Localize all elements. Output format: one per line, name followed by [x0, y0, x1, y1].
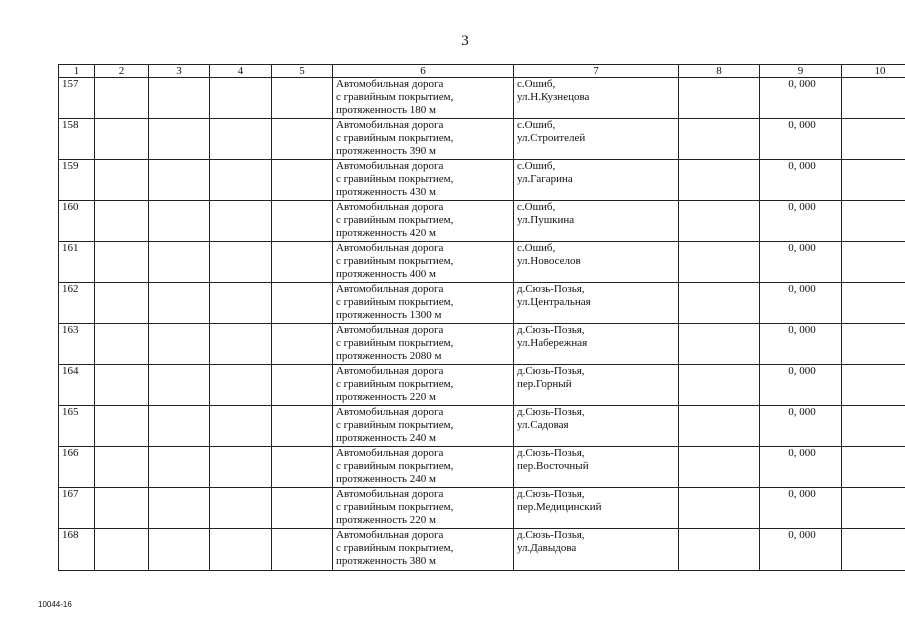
value-cell: 0, 000	[760, 365, 842, 406]
road-description-line: с гравийным покрытием,	[336, 255, 454, 267]
road-location-line: д.Сюзь-Позья,	[517, 447, 585, 459]
column-header-7: 7	[514, 65, 679, 78]
empty-cell	[95, 406, 149, 447]
empty-cell	[95, 447, 149, 488]
column-header-9: 9	[760, 65, 842, 78]
road-description-line: с гравийным покрытием,	[336, 337, 454, 349]
road-description-line: протяженность 1300 м	[336, 309, 442, 321]
empty-cell	[149, 119, 210, 160]
empty-cell	[210, 406, 272, 447]
road-description-line: Автомобильная дорога	[336, 488, 444, 500]
empty-cell	[842, 324, 905, 365]
column-header-3: 3	[149, 65, 210, 78]
road-description-cell	[333, 160, 514, 201]
table-row	[59, 283, 905, 324]
empty-cell	[842, 488, 905, 529]
empty-cell	[210, 529, 272, 571]
row-number-cell: 165	[59, 406, 95, 447]
road-location-cell	[514, 283, 679, 324]
empty-cell	[679, 529, 760, 571]
empty-cell	[679, 365, 760, 406]
empty-cell	[95, 283, 149, 324]
empty-cell	[95, 78, 149, 119]
road-location-line: ул.Пушкина	[517, 214, 575, 226]
column-header-8: 8	[679, 65, 760, 78]
row-number-cell: 168	[59, 529, 95, 571]
row-number-cell: 163	[59, 324, 95, 365]
empty-cell	[679, 201, 760, 242]
empty-cell	[679, 119, 760, 160]
empty-cell	[272, 201, 333, 242]
road-description-line: Автомобильная дорога	[336, 365, 444, 377]
value-cell: 0, 000	[760, 78, 842, 119]
road-description-line: протяженность 220 м	[336, 391, 437, 403]
empty-cell	[210, 78, 272, 119]
road-description-cell	[333, 119, 514, 160]
value-cell: 0, 000	[760, 324, 842, 365]
table-row	[59, 119, 905, 160]
road-description-cell	[333, 365, 514, 406]
empty-cell	[210, 160, 272, 201]
road-location-line: ул.Центральная	[517, 296, 591, 308]
empty-cell	[272, 119, 333, 160]
empty-cell	[272, 447, 333, 488]
road-description-line: Автомобильная дорога	[336, 447, 444, 459]
empty-cell	[95, 160, 149, 201]
empty-cell	[842, 365, 905, 406]
empty-cell	[149, 529, 210, 571]
empty-cell	[272, 283, 333, 324]
road-description-line: с гравийным покрытием,	[336, 501, 454, 513]
road-description-line: с гравийным покрытием,	[336, 214, 454, 226]
row-number-cell: 157	[59, 78, 95, 119]
row-number-cell: 166	[59, 447, 95, 488]
empty-cell	[272, 406, 333, 447]
road-description-cell	[333, 324, 514, 365]
road-description-line: с гравийным покрытием,	[336, 460, 454, 472]
table-row	[59, 78, 905, 119]
empty-cell	[272, 324, 333, 365]
road-location-line: д.Сюзь-Позья,	[517, 406, 585, 418]
empty-cell	[842, 201, 905, 242]
road-description-cell	[333, 242, 514, 283]
value-cell: 0, 000	[760, 160, 842, 201]
road-description-line: протяженность 430 м	[336, 186, 437, 198]
road-location-line: д.Сюзь-Позья,	[517, 283, 585, 295]
road-location-line: ул.Новоселов	[517, 255, 581, 267]
empty-cell	[679, 78, 760, 119]
empty-cell	[210, 242, 272, 283]
empty-cell	[272, 78, 333, 119]
road-description-line: протяженность 240 м	[336, 432, 437, 444]
road-description-line: Автомобильная дорога	[336, 242, 444, 254]
value-cell: 0, 000	[760, 447, 842, 488]
road-location-cell	[514, 406, 679, 447]
road-description-line: протяженность 400 м	[336, 268, 437, 280]
value-cell: 0, 000	[760, 406, 842, 447]
empty-cell	[95, 324, 149, 365]
empty-cell	[679, 488, 760, 529]
road-description-line: Автомобильная дорога	[336, 201, 444, 213]
value-cell: 0, 000	[760, 242, 842, 283]
road-location-line: ул.Н.Кузнецова	[517, 91, 590, 103]
road-description-line: Автомобильная дорога	[336, 160, 444, 172]
road-description-line: Автомобильная дорога	[336, 324, 444, 336]
value-cell: 0, 000	[760, 488, 842, 529]
road-location-line: с.Ошиб,	[517, 201, 556, 213]
road-description-line: протяженность 380 м	[336, 555, 437, 567]
empty-cell	[210, 365, 272, 406]
empty-cell	[679, 160, 760, 201]
value-cell: 0, 000	[760, 201, 842, 242]
road-description-line: протяженность 390 м	[336, 145, 437, 157]
empty-cell	[95, 529, 149, 571]
road-location-line: д.Сюзь-Позья,	[517, 529, 585, 541]
empty-cell	[679, 324, 760, 365]
table-row	[59, 160, 905, 201]
road-location-line: ул.Давыдова	[517, 542, 577, 554]
road-description-cell	[333, 283, 514, 324]
empty-cell	[95, 365, 149, 406]
road-location-cell	[514, 447, 679, 488]
road-description-line: с гравийным покрытием,	[336, 419, 454, 431]
column-header-4: 4	[210, 65, 272, 78]
road-description-line: протяженность 420 м	[336, 227, 437, 239]
table-row	[59, 406, 905, 447]
column-header-5: 5	[272, 65, 333, 78]
road-location-line: пер.Медицинский	[517, 501, 602, 513]
road-location-line: д.Сюзь-Позья,	[517, 365, 585, 377]
road-location-cell	[514, 324, 679, 365]
empty-cell	[95, 201, 149, 242]
empty-cell	[210, 447, 272, 488]
road-description-line: Автомобильная дорога	[336, 119, 444, 131]
road-location-line: пер.Горный	[517, 378, 572, 390]
table-row	[59, 447, 905, 488]
empty-cell	[210, 488, 272, 529]
empty-cell	[842, 447, 905, 488]
row-number-cell: 167	[59, 488, 95, 529]
table-row	[59, 324, 905, 365]
road-location-cell	[514, 201, 679, 242]
empty-cell	[272, 365, 333, 406]
road-location-cell	[514, 78, 679, 119]
road-location-cell	[514, 488, 679, 529]
column-header-2: 2	[95, 65, 149, 78]
column-header-10: 10	[842, 65, 905, 78]
empty-cell	[842, 283, 905, 324]
road-location-cell	[514, 160, 679, 201]
road-location-line: ул.Садовая	[517, 419, 569, 431]
road-description-cell	[333, 488, 514, 529]
road-location-line: с.Ошиб,	[517, 119, 556, 131]
road-register-table	[58, 64, 905, 571]
road-description-cell	[333, 529, 514, 571]
road-description-cell	[333, 78, 514, 119]
row-number-cell: 158	[59, 119, 95, 160]
table-row	[59, 201, 905, 242]
road-description-line: протяженность 2080 м	[336, 350, 442, 362]
road-description-line: с гравийным покрытием,	[336, 542, 454, 554]
row-number-cell: 161	[59, 242, 95, 283]
road-description-line: протяженность 220 м	[336, 514, 437, 526]
road-description-cell	[333, 447, 514, 488]
empty-cell	[679, 406, 760, 447]
row-number-cell: 159	[59, 160, 95, 201]
table-row	[59, 242, 905, 283]
empty-cell	[842, 406, 905, 447]
table-row	[59, 488, 905, 529]
column-header-6: 6	[333, 65, 514, 78]
empty-cell	[842, 242, 905, 283]
road-location-line: с.Ошиб,	[517, 78, 556, 90]
empty-cell	[679, 447, 760, 488]
road-description-cell	[333, 201, 514, 242]
empty-cell	[149, 242, 210, 283]
road-location-line: д.Сюзь-Позья,	[517, 324, 585, 336]
empty-cell	[842, 78, 905, 119]
empty-cell	[272, 488, 333, 529]
empty-cell	[679, 242, 760, 283]
road-description-line: с гравийным покрытием,	[336, 296, 454, 308]
road-description-cell	[333, 406, 514, 447]
empty-cell	[95, 488, 149, 529]
empty-cell	[842, 529, 905, 571]
road-location-line: ул.Строителей	[517, 132, 586, 144]
road-location-cell	[514, 242, 679, 283]
row-number-cell: 162	[59, 283, 95, 324]
road-description-line: с гравийным покрытием,	[336, 378, 454, 390]
road-location-cell	[514, 529, 679, 571]
empty-cell	[149, 201, 210, 242]
empty-cell	[95, 119, 149, 160]
empty-cell	[149, 324, 210, 365]
table-row	[59, 529, 905, 571]
road-location-cell	[514, 119, 679, 160]
road-location-line: ул.Набережная	[517, 337, 588, 349]
value-cell: 0, 000	[760, 529, 842, 571]
empty-cell	[842, 160, 905, 201]
page-number: 3	[461, 33, 469, 49]
empty-cell	[272, 160, 333, 201]
empty-cell	[210, 201, 272, 242]
road-description-line: с гравийным покрытием,	[336, 91, 454, 103]
empty-cell	[95, 242, 149, 283]
road-description-line: Автомобильная дорога	[336, 406, 444, 418]
road-description-line: с гравийным покрытием,	[336, 132, 454, 144]
road-location-line: д.Сюзь-Позья,	[517, 488, 585, 500]
road-description-line: протяженность 180 м	[336, 104, 437, 116]
table-body	[59, 78, 905, 571]
column-header-1: 1	[59, 65, 95, 78]
empty-cell	[210, 324, 272, 365]
empty-cell	[149, 160, 210, 201]
empty-cell	[210, 283, 272, 324]
empty-cell	[679, 283, 760, 324]
road-location-line: пер.Восточный	[517, 460, 589, 472]
row-number-cell: 164	[59, 365, 95, 406]
road-location-line: ул.Гагарина	[517, 173, 573, 185]
road-description-line: протяженность 240 м	[336, 473, 437, 485]
empty-cell	[149, 365, 210, 406]
road-location-cell	[514, 365, 679, 406]
value-cell: 0, 000	[760, 283, 842, 324]
empty-cell	[272, 242, 333, 283]
empty-cell	[149, 283, 210, 324]
empty-cell	[149, 488, 210, 529]
empty-cell	[210, 119, 272, 160]
road-description-line: Автомобильная дорога	[336, 283, 444, 295]
road-location-line: с.Ошиб,	[517, 160, 556, 172]
table-row	[59, 365, 905, 406]
empty-cell	[149, 406, 210, 447]
row-number-cell: 160	[59, 201, 95, 242]
empty-cell	[149, 78, 210, 119]
road-description-line: с гравийным покрытием,	[336, 173, 454, 185]
empty-cell	[842, 119, 905, 160]
value-cell: 0, 000	[760, 119, 842, 160]
table-header-row	[59, 65, 905, 78]
road-description-line: Автомобильная дорога	[336, 529, 444, 541]
empty-cell	[149, 447, 210, 488]
empty-cell	[272, 529, 333, 571]
road-description-line: Автомобильная дорога	[336, 78, 444, 90]
document-code: 10044-16	[38, 600, 72, 609]
road-location-line: с.Ошиб,	[517, 242, 556, 254]
